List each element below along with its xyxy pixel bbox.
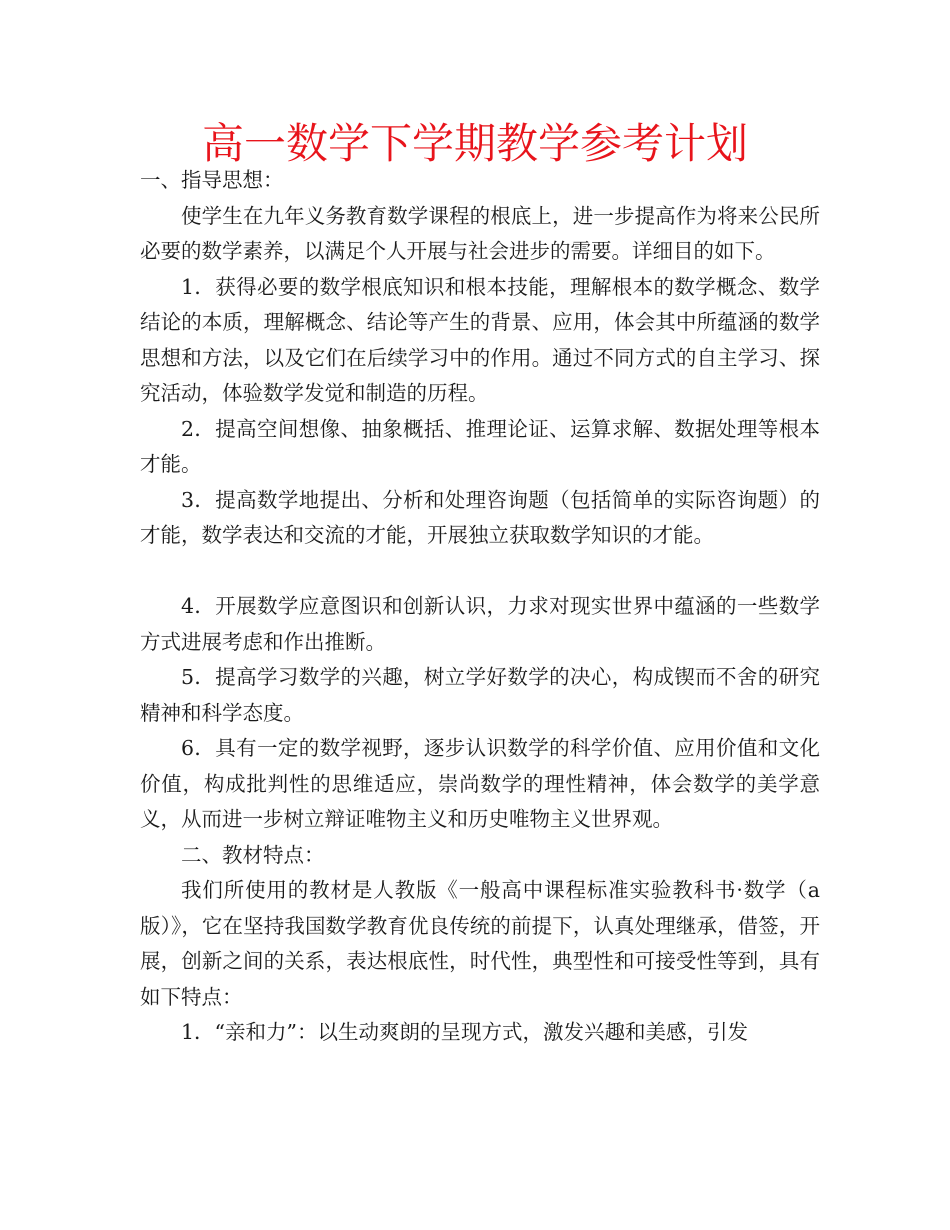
paragraph: 1．“亲和力”：以生动爽朗的呈现方式，激发兴趣和美感，引发 — [181, 1020, 749, 1044]
paragraph: 6．具有一定的数学视野，逐步认识数学的科学价值、应用价值和文化价值，构成批判性的思维适应，崇尚数学的理性精神，体会数学的美学意义，从而进一步树立辩证唯物主义和历史唯物主义世界观。 — [140, 736, 820, 831]
paragraph: 2．提高空间想像、抽象概括、推理论证、运算求解、数据处理等根本才能。 — [140, 416, 820, 476]
paragraph: 4．开展数学应意图识和创新认识，力求对现实世界中蕴涵的一些数学方式进展考虑和作出推断。 — [140, 594, 820, 654]
paragraph: 3．提高数学地提出、分析和处理咨询题（包括简单的实际咨询题）的才能，数学表达和交流的才能，开展独立获取数学知识的才能。 — [140, 487, 820, 547]
paragraph-spacer — [140, 554, 820, 590]
paragraph: 5．提高学习数学的兴趣，树立学好数学的决心，构成锲而不舍的研究精神和科学态度。 — [140, 665, 820, 725]
paragraph: 我们所使用的教材是人教版《一般高中课程标准实验教科书·数学（a版）》，它在坚持我国数学教育优良传统的前提下，认真处理继承，借签，开展，创新之间的关系，表达根底性，时代性，典型性和可接受性等到，具有如下特点： — [140, 878, 820, 1009]
paragraph: 1．获得必要的数学根底知识和根本技能，理解根本的数学概念、数学结论的本质，理解概念、结论等产生的背景、应用，体会其中所蕴涵的数学思想和方法，以及它们在后续学习中的作用。通过不同方式的自主学习、探究活动，体验数学发觉和制造的历程。 — [140, 274, 820, 405]
section-heading-textbook-features: 二、教材特点： — [181, 842, 325, 867]
section-heading-guiding-ideology: 一、指导思想： — [140, 168, 284, 192]
document-body — [140, 163, 820, 1051]
document-title: 高一数学下学期教学参考计划 — [201, 119, 748, 168]
paragraph: 使学生在九年义务教育数学课程的根底上，进一步提高作为将来公民所必要的数学素养，以满足个人开展与社会进步的需要。详细目的如下。 — [140, 203, 820, 263]
